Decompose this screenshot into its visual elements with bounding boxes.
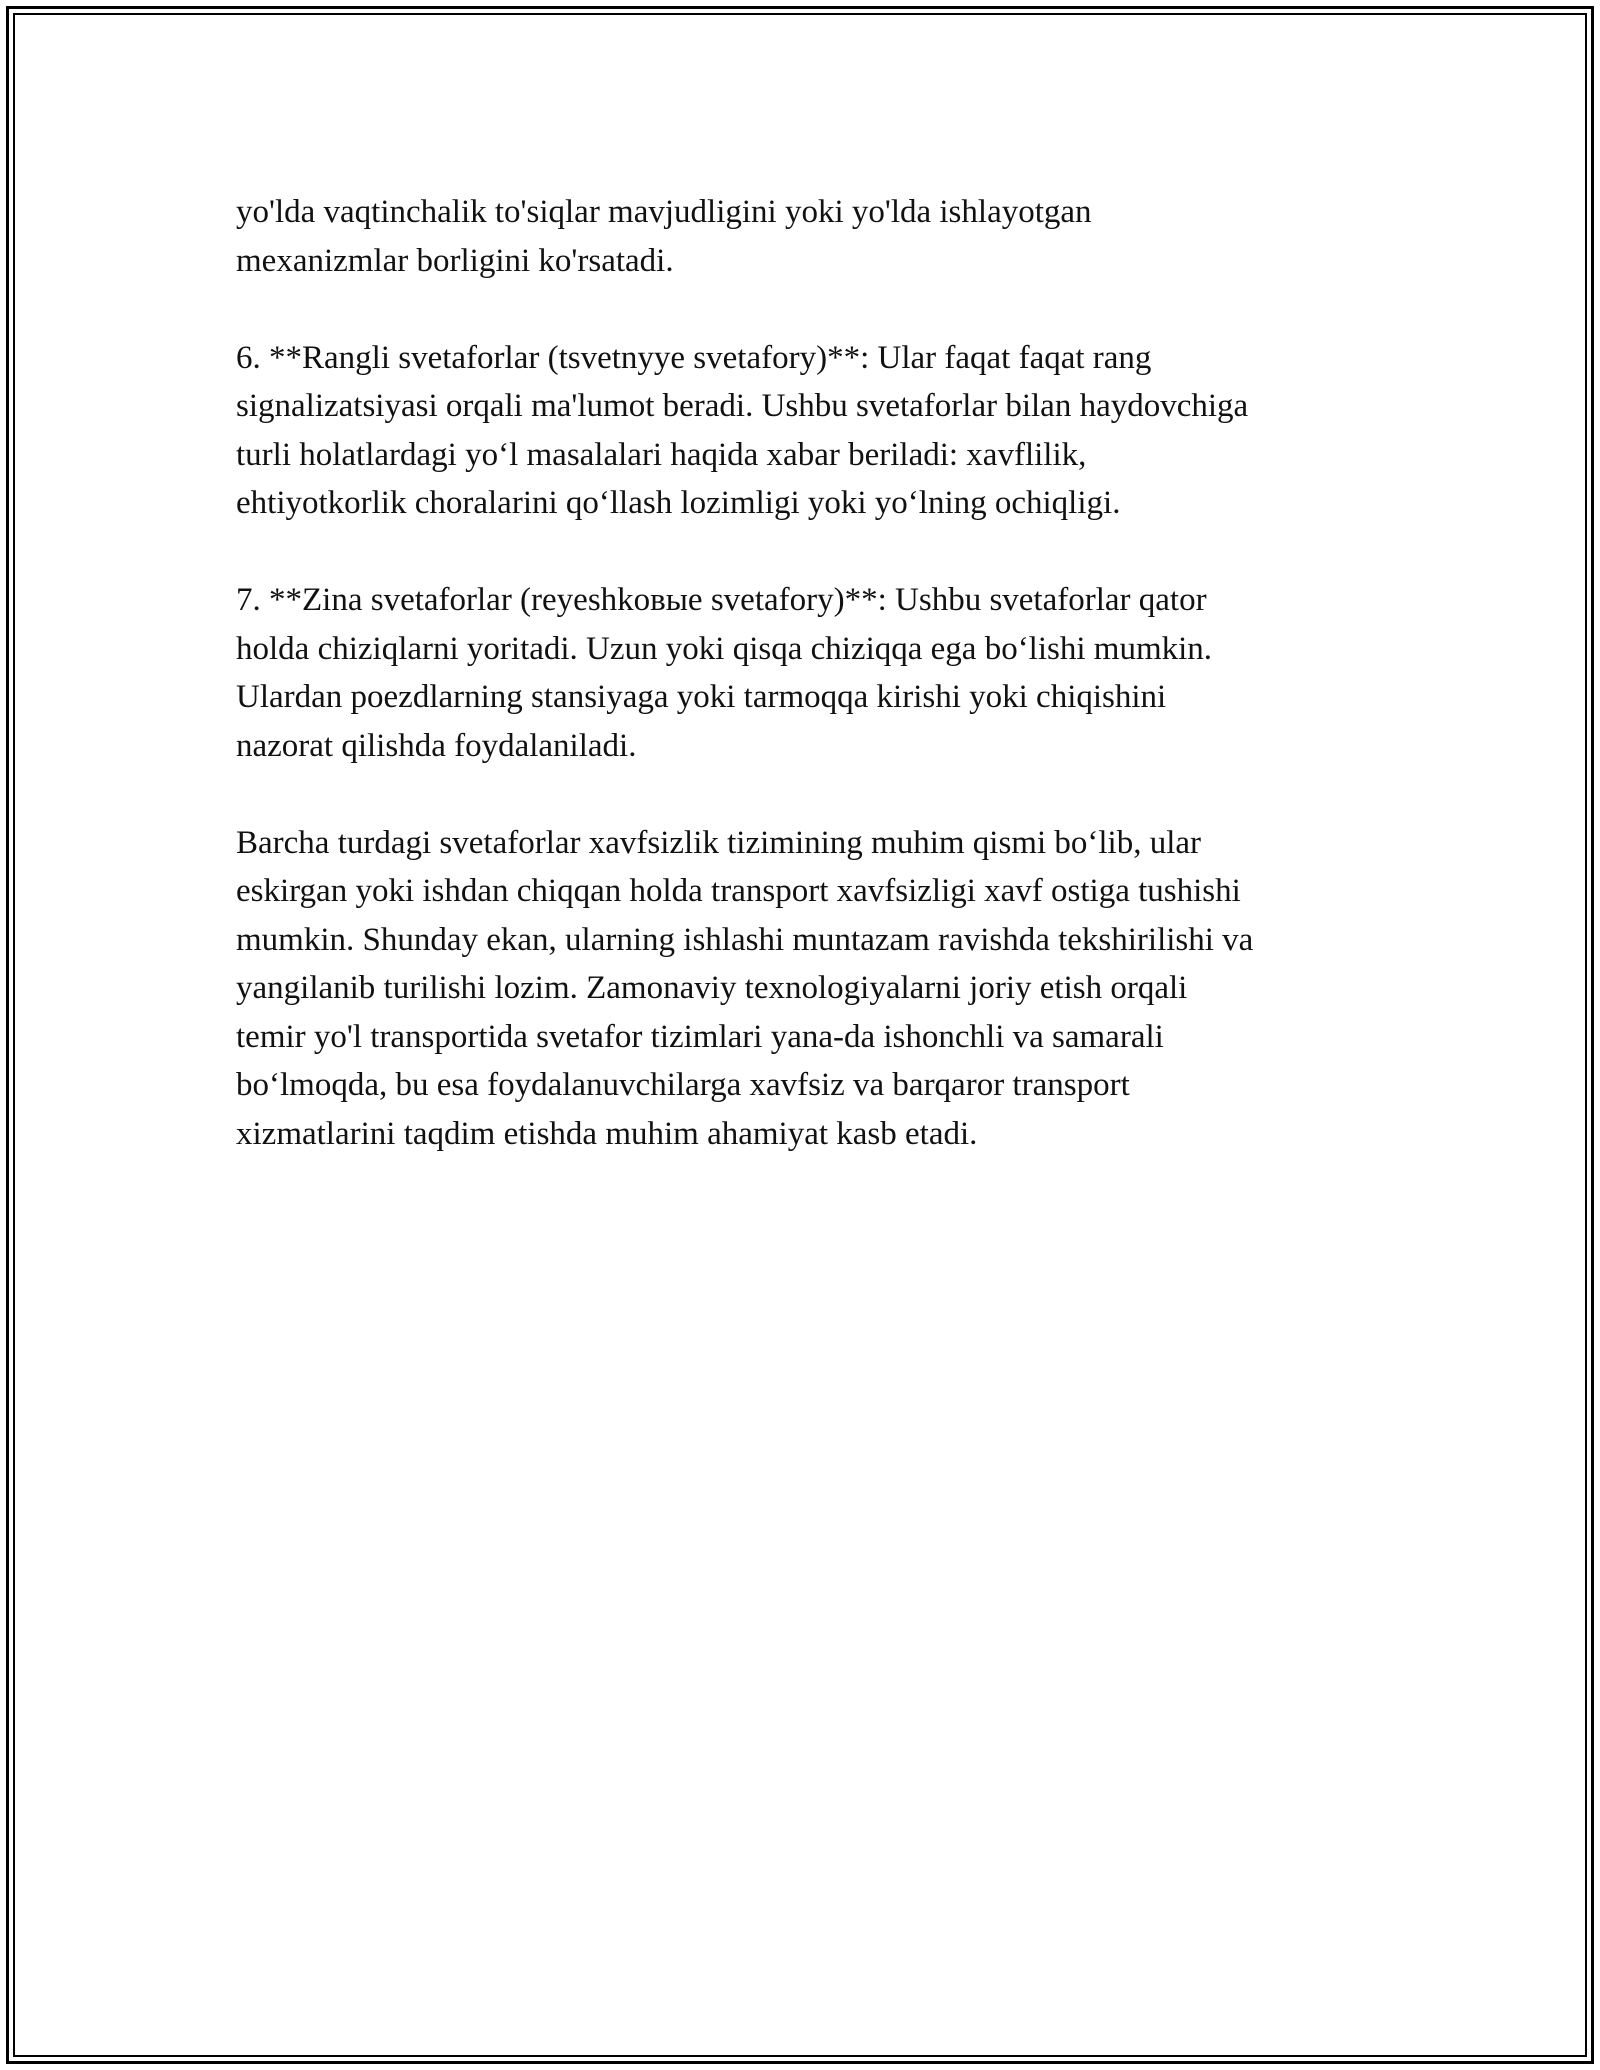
paragraph-item-7: 7. **Zina svetaforlar (reyeshkoвые svetafory)**: Ushbu svetaforlar qator holda chiziqlarni yoritadi. Uzun yoki qisqa chiziqqa ega bo‘lishi mumkin. Ulardan poezdlarning stansiyaga yoki tarmoqqa kirishi yoki chiqishini nazorat qilishda foydalaniladi. [236, 582, 1213, 764]
paragraph-item-6: 6. **Rangli svetaforlar (tsvetnyye svetafory)**: Ular faqat faqat rang signalizatsiyasi orqali ma'lumot beradi. Ushbu svetaforlar bilan haydovchiga turli holatlardagi yo‘l masalalari haqida xabar beriladi: xavflilik, ehtiyotkorlik choralarini qo‘llash lozimligi yoki yo‘lning ochiqligi. [236, 339, 1249, 521]
paragraph-continuation: yo'lda vaqtinchalik to'siqlar mavjudligini yoki yo'lda ishlayotgan mexanizmlar borligini ko'rsatadi. [236, 194, 1092, 279]
paragraph-conclusion: Barcha turdagi svetaforlar xavfsizlik tizimining muhim qismi bo‘lib, ular eskirgan yoki ishdan chiqqan holda transport xavfsizligi xavf ostiga tushishi mumkin. Shunday ekan, ularning ishlashi muntazam ravishda tekshirilishi va yangilanib turilishi lozim. Zamonaviy texnologiyalarni joriy etish orqali temir yo'l transportida svetafor tizimlari yana-da ishonchli va samarali bo‘lmoqda, bu esa foydalanuvchilarga xavfsiz va barqaror transport xizmatlarini taqdim etishda muhim ahamiyat kasb etadi. [236, 824, 1254, 1152]
document-body [236, 188, 1376, 1207]
